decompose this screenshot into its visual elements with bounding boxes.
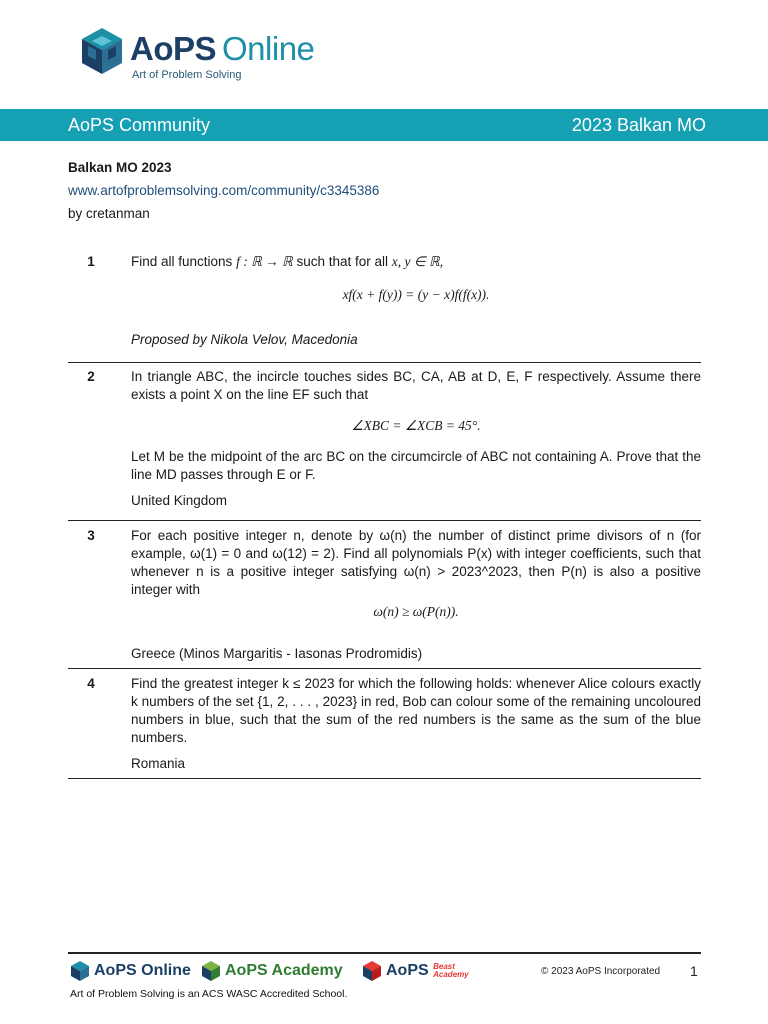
page-number: 1 [690, 963, 698, 979]
problem-source: Romania [131, 756, 186, 771]
footer-logos [70, 960, 490, 984]
community-link[interactable]: www.artofproblemsolving.com/community/c3345386 [68, 183, 380, 198]
problem-statement: For each positive integer n, denote by ω(n) the number of distinct prime divisors of n (for example, ω(1) = 0 and ω(12) = 2). Find all polynomials P(x) with integer coefficients, such that whenever n is a positive integer satisfying ω(n) > 2023^2023, then P(n) is also a positive integer with [131, 528, 701, 597]
problem-number: 4 [87, 676, 95, 691]
aops-cube-icon [70, 960, 90, 982]
problem-body [131, 368, 701, 510]
footer-beast-academy-logo[interactable]: AoPS Beast Academy [362, 960, 473, 984]
problem-body [131, 253, 701, 349]
logo-wordmark: AoPS Online [130, 30, 315, 67]
copyright: © 2023 AoPS Incorporated [541, 966, 661, 977]
problem-body [131, 675, 701, 773]
divider [68, 668, 701, 669]
problem-statement: Find all functions f : ℝ → ℝ such that for all x, y ∈ ℝ, [131, 254, 444, 269]
community-label[interactable]: AoPS Community [68, 115, 211, 135]
contest-label: 2023 Balkan MO [571, 115, 706, 135]
display-equation: xf(x + f(y)) = (y − x)f(f(x)). [342, 287, 490, 302]
footer-aops-academy-logo[interactable]: AoPS Academy [201, 960, 343, 984]
document-title: Balkan MO 2023 [68, 160, 172, 175]
problem-statement: Find the greatest integer k ≤ 2023 for which the following holds: whenever Alice colours exactly k numbers of the set {1, 2, . . . , 2023} in red, Bob can colour some of the remaining uncoloured numbers in blue, such that the sum of the red numbers is the same as the sum of the blue numbers. [131, 676, 701, 745]
problem-statement: In triangle ABC, the incircle touches sides BC, CA, AB at D, E, F respectively. Assume there exists a point X on the line EF such that [131, 369, 701, 402]
header-bar [0, 109, 768, 141]
accreditation-note: Art of Problem Solving is an ACS WASC Accredited School. [70, 988, 348, 1000]
problem-number: 1 [87, 254, 95, 269]
display-equation: ∠XBC = ∠XCB = 45°. [351, 418, 481, 433]
aops-academy-cube-icon [201, 960, 221, 982]
aops-cube-icon [80, 26, 124, 76]
divider [68, 520, 701, 521]
problem-source: United Kingdom [131, 493, 228, 508]
display-equation: ω(n) ≥ ω(P(n)). [373, 604, 459, 619]
problem-number: 3 [87, 528, 95, 543]
problem-source: Proposed by Nikola Velov, Macedonia [131, 332, 358, 347]
footer-divider [68, 952, 701, 954]
author-line: by cretanman [68, 206, 150, 221]
footer-aops-online-logo[interactable]: AoPS Online [70, 960, 191, 984]
document-meta [68, 156, 379, 225]
problem-number: 2 [87, 369, 95, 384]
problem-body [131, 527, 701, 663]
problem-statement-continued: Let M be the midpoint of the arc BC on the circumcircle of ABC not containing A. Prove that the line MD passes through E or F. [131, 449, 701, 482]
problem-source: Greece (Minos Margaritis - Iasonas Prodromidis) [131, 646, 423, 661]
logo-tagline: Art of Problem Solving [132, 69, 242, 81]
divider [68, 362, 701, 363]
beast-academy-cube-icon [362, 960, 382, 982]
divider [68, 778, 701, 779]
aops-online-logo[interactable] [80, 26, 380, 86]
